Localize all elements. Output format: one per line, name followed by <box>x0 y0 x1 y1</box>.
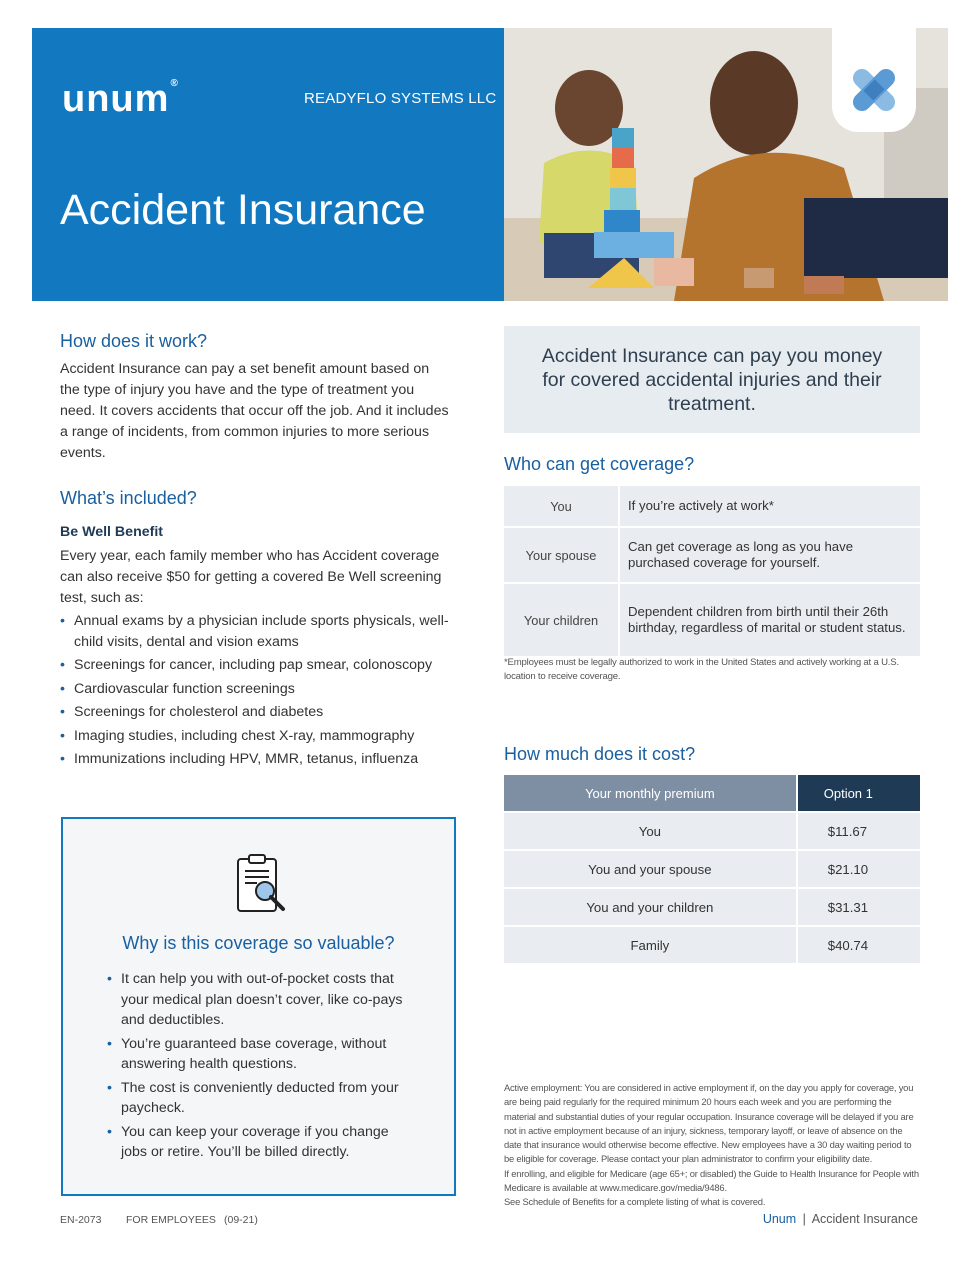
footer-product: Accident Insurance <box>811 1212 918 1226</box>
tier-price: $11.67 <box>798 813 920 849</box>
be-well-heading: Be Well Benefit <box>60 524 164 540</box>
list-item: • You can keep your coverage if you change jobs or retire. You’ll be billed directly. <box>107 1122 417 1163</box>
table-row <box>504 927 920 963</box>
callout-text: Accident Insurance can pay you money for covered accidental injuries and their treatment. <box>541 345 883 415</box>
included-heading: What’s included? <box>60 488 197 508</box>
tier-label: You and your spouse <box>504 851 798 887</box>
callout-box <box>504 326 920 433</box>
be-well-list <box>60 611 460 773</box>
active-employment-note: Active employment: You are considered in active employment if, on the day you apply for coverage, you are being paid regularly for the required minimum 20 hours each week and you are performing the material and substantial duties of your regular occupation. Insurance coverage will be delayed if you are not in active employment because of an injury, sickness, temporary layoff, or leave of absence on the date that insurance would otherwise become effective. New employees have a 30 day waiting period to be eligible for coverage. Please contact your plan administrator to confirm your eligibility date. <box>504 1082 914 1165</box>
desc-cell: If you’re actively at work* <box>620 486 920 526</box>
footer-brand-name: Unum <box>762 1212 797 1226</box>
list-item: • Screenings for cancer, including pap smear, colonoscopy <box>60 655 460 676</box>
desc-cell: Can get coverage as long as you have purchased coverage for yourself. <box>620 528 920 582</box>
company-name: READYFLO SYSTEMS LLC <box>304 90 497 107</box>
value-box <box>61 817 456 1196</box>
list-item: • Cardiovascular function screenings <box>60 679 460 700</box>
schedule-note: See Schedule of Benefits for a complete listing of what is covered. <box>504 1196 766 1208</box>
list-item: • It can help you with out-of-pocket costs that your medical plan doesn’t cover, like co-pays and deductibles. <box>107 969 417 1031</box>
bandage-icon <box>832 28 916 132</box>
revision-date: (09-21) <box>224 1214 258 1226</box>
page-title: Accident Insurance <box>60 186 426 234</box>
valuable-heading: Why is this coverage so valuable? <box>122 933 395 953</box>
table-row <box>504 528 920 582</box>
table-row <box>504 851 920 887</box>
footer-separator: | <box>802 1212 806 1226</box>
audience-label: FOR EMPLOYEES <box>126 1214 216 1226</box>
valuable-list <box>107 969 417 1166</box>
list-item: • The cost is conveniently deducted from your paycheck. <box>107 1078 417 1119</box>
header-banner <box>32 28 504 301</box>
footer-brand <box>763 1212 918 1226</box>
list-item: • Annual exams by a physician include sports physicals, well-child visits, dental and vision exams <box>60 611 460 652</box>
how-heading: How does it work? <box>60 331 208 351</box>
cost-table <box>504 773 920 965</box>
coverage-table <box>504 484 920 658</box>
who-footnote: *Employees must be legally authorized to work in the United States and actively working at a U.S. location to receive coverage. <box>504 657 899 682</box>
tier-price: $40.74 <box>798 927 920 963</box>
who-cell: Your spouse <box>504 528 620 582</box>
option-header: Option 1 <box>798 775 920 811</box>
premium-header: Your monthly premium <box>504 775 798 811</box>
tier-price: $31.31 <box>798 889 920 925</box>
tier-label: You <box>504 813 798 849</box>
tier-price: $21.10 <box>798 851 920 887</box>
unum-logo: unum® <box>62 78 179 120</box>
list-item: • You’re guaranteed base coverage, without answering health questions. <box>107 1034 417 1075</box>
be-well-text: Every year, each family member who has Accident coverage can also receive $50 for getting a covered Be Well screening test, such as: <box>60 548 442 606</box>
tier-label: You and your children <box>504 889 798 925</box>
table-row <box>504 813 920 849</box>
table-row <box>504 584 920 656</box>
desc-cell: Dependent children from birth until their 26th birthday, regardless of marital or student status. <box>620 584 920 656</box>
list-item: • Screenings for cholesterol and diabetes <box>60 702 460 723</box>
who-heading: Who can get coverage? <box>504 454 695 474</box>
who-cell: Your children <box>504 584 620 656</box>
fine-print <box>504 1081 922 1210</box>
tier-label: Family <box>504 927 798 963</box>
list-item: • Imaging studies, including chest X-ray, mammography <box>60 726 460 747</box>
clipboard-magnifier-icon <box>235 853 289 915</box>
logo-badge <box>832 28 916 132</box>
list-item: • Immunizations including HPV, MMR, tetanus, influenza <box>60 749 460 770</box>
cost-heading: How much does it cost? <box>504 744 696 764</box>
form-code: EN-2073 <box>60 1214 102 1226</box>
table-header-row <box>504 775 920 811</box>
table-row <box>504 486 920 526</box>
table-row <box>504 889 920 925</box>
how-text: Accident Insurance can pay a set benefit amount based on the type of injury you have and the type of treatment you need. It covers accidents that occur off the job. And it includes a range of incidents, from common injuries to more serious events. <box>60 361 449 461</box>
who-cell: You <box>504 486 620 526</box>
medicare-note: If enrolling, and eligible for Medicare (age 65+; or disabled) the Guide to Health Insurance for People with Medicare is available at www.medicare.gov/media/9486. <box>504 1167 919 1194</box>
